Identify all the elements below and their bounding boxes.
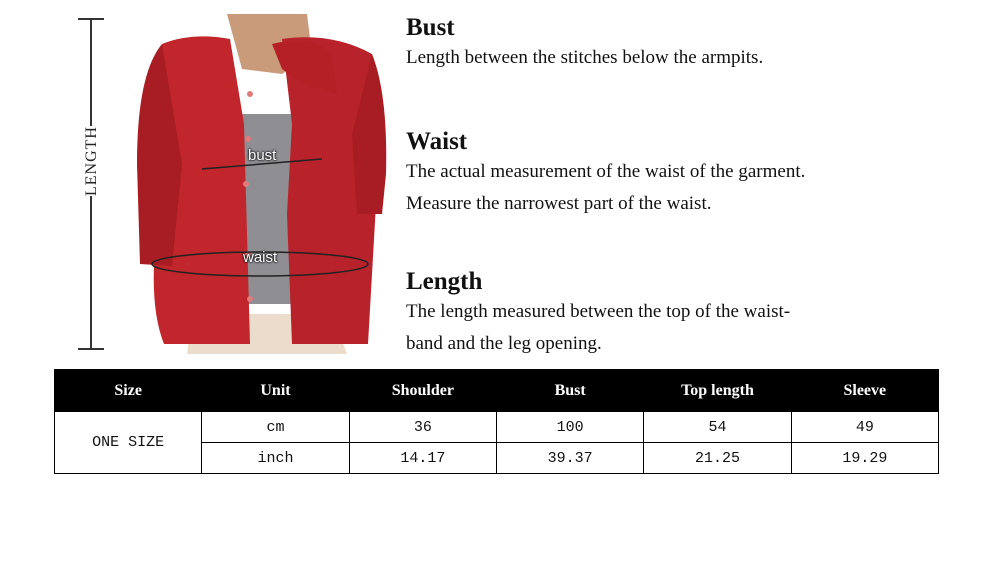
length-section: [406, 268, 966, 360]
length-desc-line: The length measured between the top of the waist-: [406, 301, 791, 322]
top-length-cell: 54: [644, 412, 791, 443]
header-sleeve: Sleeve: [791, 370, 938, 412]
sleeve-cell: 49: [791, 412, 938, 443]
waist-title: Waist: [406, 128, 468, 155]
waist-desc-line: Measure the narrowest part of the waist.: [406, 193, 712, 214]
shoulder-cell: 14.17: [349, 443, 496, 474]
bust-title: Bust: [406, 14, 455, 41]
ruler-bottom-cap: [78, 348, 104, 350]
table-row: [55, 412, 939, 443]
header-unit: Unit: [202, 370, 349, 412]
sleeve-cell: 19.29: [791, 443, 938, 474]
bust-tag: bust: [248, 147, 277, 164]
bust-desc-line: Length between the stitches below the armpits.: [406, 47, 764, 68]
top-length-cell: 21.25: [644, 443, 791, 474]
length-desc-line: band and the leg opening.: [406, 333, 602, 354]
length-title: Length: [406, 268, 483, 295]
header-top-length: Top length: [644, 370, 791, 412]
bust-cell: 100: [496, 412, 643, 443]
header-shoulder: Shoulder: [349, 370, 496, 412]
cardigan-illustration: [132, 14, 388, 354]
garment-photo: [132, 14, 388, 354]
table-header-row: [55, 370, 939, 412]
size-cell: ONE SIZE: [55, 412, 202, 474]
size-table: [54, 369, 939, 474]
waist-section: [406, 128, 966, 220]
bust-section: [406, 14, 966, 74]
waist-tag: waist: [243, 249, 278, 266]
header-size: Size: [55, 370, 202, 412]
bust-cell: 39.37: [496, 443, 643, 474]
ruler-label: LENGTH: [81, 126, 103, 196]
shoulder-cell: 36: [349, 412, 496, 443]
waist-desc-line: The actual measurement of the waist of the garment.: [406, 161, 806, 182]
header-bust: Bust: [496, 370, 643, 412]
unit-cell: cm: [202, 412, 349, 443]
unit-cell: inch: [202, 443, 349, 474]
